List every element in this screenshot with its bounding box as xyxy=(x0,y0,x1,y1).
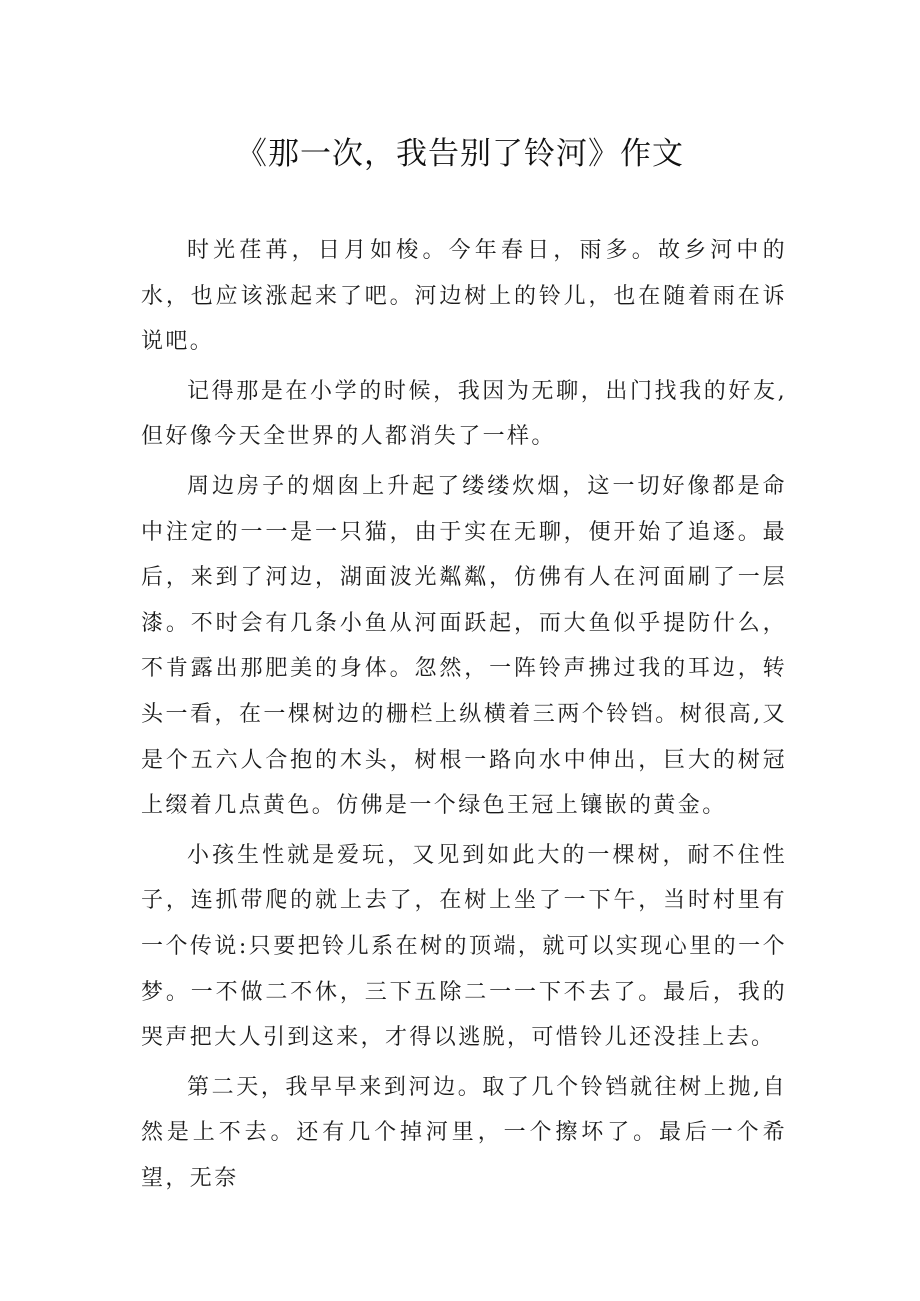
paragraph-3: 周边房子的烟囱上升起了缕缕炊烟，这一切好像都是命中注定的一一是一只猫，由于实在无聊，便开始了追逐。最后，来到了河边，湖面波光粼粼，仿佛有人在河面刷了一层漆。不时会有几条小鱼从河面跃起，而大鱼似乎提防什么，不肯露出那肥美的身体。忽然，一阵铃声拂过我的耳边，转头一看，在一棵树边的栅栏上纵横着三两个铃铛。树很高,又是个五六人合抱的木头，树根一路向水中伸出，巨大的树冠上缀着几点黄色。仿佛是一个绿色王冠上镶嵌的黄金。 xyxy=(141,473,787,819)
document-body xyxy=(141,228,787,1205)
paragraph-5: 第二天，我早早来到河边。取了几个铃铛就往树上抛,自然是上不去。还有几个掉河里，一个擦坏了。最后一个希望，无奈 xyxy=(141,1074,787,1191)
paragraph-1: 时光荏苒，日月如梭。今年春日，雨多。故乡河中的水，也应该涨起来了吧。河边树上的铃儿，也在随着雨在诉说吧。 xyxy=(141,238,787,355)
paragraph-2: 记得那是在小学的时候，我因为无聊，出门找我的好友,但好像今天全世界的人都消失了一样。 xyxy=(141,378,787,450)
document-title: 《那一次，我告别了铃河》作文 xyxy=(236,136,684,172)
paragraph-4: 小孩生性就是爱玩，又见到如此大的一棵树，耐不住性子，连抓带爬的就上去了，在树上坐了一下午，当时村里有一个传说:只要把铃儿系在树的顶端，就可以实现心里的一个梦。一不做二不休，三下五除二一一下不去了。最后，我的哭声把大人引到这来，才得以逃脱，可惜铃儿还没挂上去。 xyxy=(141,842,787,1051)
